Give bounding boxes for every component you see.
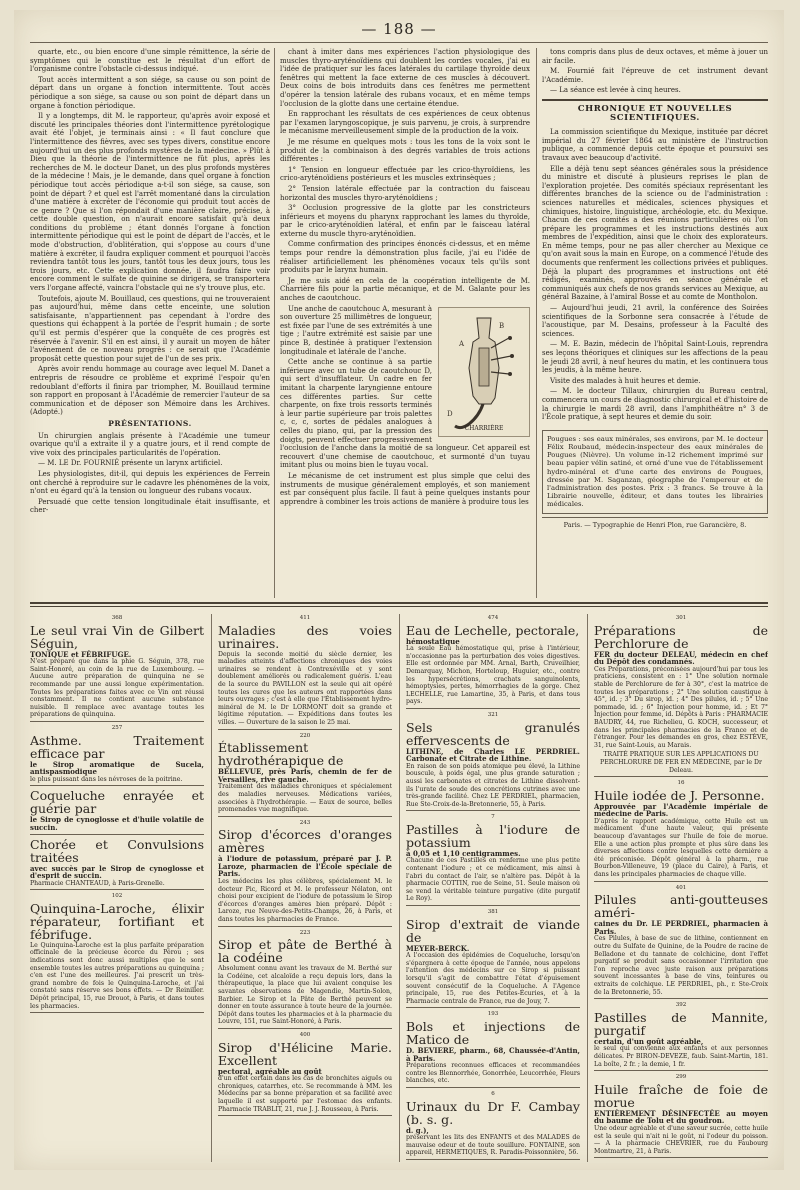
ad-body: Ces Préparations, préconisées aujourd'hui par tous les praticiens, consistent en : 1° Une solution normale stable de Perchlorure de fer à 30°, c'est la matrice de toutes les préparations ; 2° Une solution caustique à 45°, id. ; 3° Du sirop, id. ; 4° Des pilules, id. ; 5° Une pommade, id. ; 6° Injection pour homme, id. ; Et 7° Injection pour femme, id. Dépôts à Paris : PHARMACIE BAUDRY, 44, rue Richelieu, G. KOCH, successeur, et dans les principales pharmacies de la France et de l'étranger. Pour les demandes en gros, chez ESTÈVE, 31, rue Saint-Louis, au Marais. <box>594 665 768 749</box>
ad-number: 368 <box>111 615 123 621</box>
col2-body-top <box>280 48 530 303</box>
ad-separator <box>30 785 204 786</box>
ad-extra: TRAITÉ PRATIQUE SUR LES APPLICATIONS DU PERCHLORURE DE FER EN MÉDECINE, par le Dr Deleau. <box>600 751 762 774</box>
ad-subtitle: avec succès par le Sirop de cynoglosse et d'esprit de succin. <box>30 863 204 881</box>
paragraph: 1° Tension en longueur effectuée par les crico-thyroïdiens, les crico-aryténoïdiens postérieurs et les muscles extrinsèques ; <box>280 165 530 183</box>
ad-body: La seule Eau hémostatique qui, prise à l'intérieur, n'occasionne pas la perturbation des voies digestives. Elle est ordonnée par MM. Arnal, Barth, Cruveilhier, Demarquay, Michon, Horteloup, Huguier, etc., contre les hypersécrétions, crachats sanguinolents, hémoptysies, pertes, hémorrhagies de la gorge. Chez LECHELLE, rue Lamartine, 35, à Paris, et dans tous pays. <box>406 645 580 706</box>
advertisement <box>594 615 768 777</box>
ad-subtitle: BELLEVUE, près Paris, chemin de fer de Versailles, rive gauche. <box>218 767 392 784</box>
figure-caption: CHARRIÈRE <box>464 425 504 433</box>
ad-body: Pharmacie CHANTEAUD, à Paris-Grenelle. <box>30 879 165 887</box>
book-notice-box <box>542 430 768 514</box>
advertisement <box>406 814 580 906</box>
ad-body: Chacune de ces Pastilles en renferme une plus petite contenant l'iodure ; et ce médicament, mis ainsi à l'abri du contact de l'air, se n'altère pas. Dépôt à la pharmacie COTTIN, rue de Seine, 51. Seule maison où se vend la véritable teinture purgative (dite purgatif Le Roy). <box>406 857 580 903</box>
section-title-presentations: PRÉSENTATIONS. <box>108 418 192 428</box>
advertisement <box>30 725 204 786</box>
ad-number: 243 <box>299 819 311 826</box>
top-rule <box>30 42 768 43</box>
paragraph: Tout accès intermittent a son siége, sa cause ou son point de départ dans un organe à fonction intermittente. Tout accès périodique a son siége, sa cause ou son point de départ dans un organe à fonction périodique. <box>30 75 270 110</box>
ad-title: Chorée et Convulsions traitées <box>30 836 204 865</box>
ad-title: Maladies des voies urinaires. <box>218 622 392 651</box>
ad-number: 381 <box>487 909 499 916</box>
ad-number: 6 <box>491 1090 495 1097</box>
col1-body-2 <box>30 432 270 515</box>
paragraph: M. Fournié fait l'épreuve de cet instrument devant l'Académie. <box>542 67 768 84</box>
ad-body: le plus puissant dans les névroses de la poitrine. <box>30 775 183 783</box>
paragraph: En rapprochant les résultats de ces expériences de ceux obtenus par l'examen laryngoscopique, je suis parvenu, je crois, à surprendre le mécanisme merveilleusement simple de la production de la voix. <box>280 110 530 136</box>
ad-subtitle: pectoral, agréable au goût <box>218 1066 322 1076</box>
ad-separator <box>30 721 204 722</box>
advertisement <box>406 712 580 811</box>
ad-separator <box>218 816 392 817</box>
advertisement <box>406 1091 580 1160</box>
ad-subtitle: hémostatique <box>406 636 460 646</box>
ad-separator <box>30 1012 204 1013</box>
ad-separator <box>594 1070 768 1071</box>
ad-separator <box>594 998 768 999</box>
paragraph: Persuadé que cette tension longitudinale était insuffisante, et cher- <box>30 497 270 515</box>
ad-body: préservant les lits des ENFANTS et des MALADES de mauvaise odeur et de toute souillure. FONTAINE, son appareil, HERMETIQUES, R. Paradis-Poissonnière, 56. <box>406 1134 580 1157</box>
ad-separator <box>218 729 392 730</box>
paragraph: 2° Tension latérale effectuée par la contraction du faisceau horizontal des muscles thyro-aryténoïdiens ; <box>280 184 530 202</box>
ad-title: Quinquina-Laroche, élixir réparateur, fortifiant et fébrifuge. <box>30 900 204 942</box>
ads-divider <box>587 614 588 1162</box>
article-column-3 <box>542 48 768 603</box>
ad-subtitle: FER du docteur DELEAU, médecin en chef du Dépôt des condamnés. <box>594 649 768 667</box>
ad-number: 16 <box>677 780 685 787</box>
ad-body: le seul qui convienne aux enfants et aux personnes délicates. Pr BIRON-DEVEZE, faub. Saint-Martin, 181. La boîte, 2 fr. ; la demie, 1 fr. <box>594 1045 768 1068</box>
ad-title: Huile iodée de J. Personne. <box>594 787 765 803</box>
chronique-title: CHRONIQUE ET NOUVELLES SCIENTIFIQUES. <box>577 103 733 123</box>
ads-separator-thick <box>30 602 768 604</box>
imprint-rule <box>542 517 768 518</box>
ad-number: 193 <box>487 1011 499 1018</box>
ad-body: Depuis la seconde moitié du siècle dernier, les maladies atteints d'affections chroniques des voies urinaires se rendent à Contrexéville et y sont doublement améliorés ou radicalement guéris. L'eau de la source du PAVILLON est la seule qui ait opéré toutes les cures que les auteurs ont rapportées dans leurs ouvrages ; c'est à elle que l'Établissement hydro-minéral de M. le Dr LORMONT doit sa grande et légitime réputation. — Expéditions dans toutes les villes. — Ouverture de la saison le 25 mai. <box>218 650 392 726</box>
ad-subtitle: MEYER-BERCK. <box>406 943 470 953</box>
advertisement <box>30 893 204 1013</box>
ad-title: Sirop d'Hélicine Marie. Excellent <box>218 1039 392 1068</box>
ad-title: Établissement hydrothérapique de <box>218 740 344 769</box>
paragraph: — M. LE Dr. FOURNIÉ présente un larynx artificiel. <box>38 459 223 468</box>
ads-column-1 <box>30 614 204 1162</box>
ad-number: 220 <box>299 732 311 739</box>
paragraph: — M. E. Bazin, médecin de l'hôpital Saint-Louis, reprendra ses leçons théoriques et cliniques sur les affections de la peau le jeudi 28 avril, à neuf heures du matin, et les continuera tous les jeudis, à la même heure. <box>542 340 768 375</box>
section-rule <box>542 99 768 101</box>
paragraph: Le mécanisme de cet instrument est plus simple que celui des instruments de musique généralement employés, et son maniement est par conséquent plus facile. Il faut à peine quelques instants pour apprendre à combiner les trois actions de manière à produire tous les <box>280 471 530 506</box>
paragraph: chant à imiter dans mes expériences l'action physiologique des muscles thyro-aryténoïdiens qui doublent les cordes vocales, j'ai eu l'idée de pratiquer sur les faces latérales du cartilage thyroïde deux fenêtres qui mettent la face externe de ces muscles à découvert. Deux coins de bois introduits dans ces fenêtres me permettent d'opérer la tension latérale des rubans vocaux, et en même temps l'occlusion de la glotte dans une certaine étendue. <box>280 48 530 108</box>
ads-column-4 <box>594 614 768 1162</box>
advertisement <box>218 615 392 730</box>
ad-number: 321 <box>487 711 499 718</box>
advertisements-section <box>30 614 768 1162</box>
advertisement <box>218 930 392 1029</box>
column-divider <box>536 48 537 598</box>
advertisement <box>30 838 204 891</box>
ad-body: Ces Pilules, à base de suc de lithine, contiennent en outre du Sulfate de Quinine, de la Poudre de racine de Belladone et du tannate de colchicine, dont l'effet purgatif se produit sans occasionner l'irritation que l'on reproche avec juste raison aux préparations souvent incessantes à base de vins, teintures ou extraits de colchique. LE PERDRIEL, ph., r. Ste-Croix de la Bretonnerie, 55. <box>594 935 768 996</box>
ad-number: 401 <box>675 884 687 891</box>
advertisement <box>218 820 392 927</box>
ad-body: N'est préparé que dans la phie G. Séguin, 378, rue Saint-Honoré, au coin de la rue de Luxembourg. — Aucune autre préparation de quinquina ne se recommande par une aussi longue expérimentation. Toutes les préparations faites avec ce Vin ont réussi constamment. Il ne contient aucune substance nuisible. Il remplace avec avantage toutes les préparations de quinquina. <box>30 658 204 719</box>
ad-subtitle: à l'iodure de potassium, préparé par J. P. Laroze, pharmacien de l'École spéciale de Paris. <box>218 854 392 879</box>
advertisement <box>406 615 580 709</box>
advertisement <box>406 909 580 1008</box>
ad-body: D'après le rapport académique, cette Huile est un médicament d'une haute valeur, qui présente beaucoup d'avantages sur l'huile de foie de morue. Elle a une action plus prompte et plus sûre dans les diverses affections contre lesquelles cette dernière a été préconisée. Dépôt général à la pharm., rue Bourbon-Villeneuve, 19 (place du Caire), à Paris, et dans les principales pharmacies de chaque ville. <box>594 817 768 879</box>
ad-number: 474 <box>487 615 499 621</box>
col3-body-2 <box>542 128 768 422</box>
ad-title: Préparations de Perchlorure de <box>594 622 768 651</box>
artificial-larynx-illustration <box>439 308 529 436</box>
ad-title: Pastilles de Mannite, purgatif <box>594 1009 768 1038</box>
paragraph: tons compris dans plus de deux octaves, et même à jouer un air facile. <box>542 48 768 65</box>
ad-separator <box>406 905 580 906</box>
ad-separator <box>406 708 580 709</box>
paragraph: Il y a longtemps, dit M. le rapporteur, qu'après avoir exposé et discuté les principales théories dont l'intermittence pyrétologique avait été l'objet, je terminais ainsi : « Il faut conclure que l'intermittence des fièvres, avec ses types divers, constitue encore aujourd'hui un des plus profonds mystères de la médecine. » Plût à Dieu que la théorie de l'intermittence ne fût plus, après les recherches de M. le docteur Danet, un des plus profonds mystères de la médecine ! Mais, je le demande, dans quel organe à fonction périodique tout accès périodique a-t-il son siége, sa cause, son point de départ ? et quel est l'arrêt momentané dans la circulation d'une matière à excréter de l'économie qui produit tout accès de ce genre ? Que si l'on répondait d'une manière claire, précise, à cette double question, on n'aurait encore satisfait qu'à deux conditions du problème ; étant donnés l'organe à fonction intermittente périodique qui est le point de départ de l'accès, et le mode d'obstruction, d'oblitération, qui s'oppose au cours d'une matière à excréter, il faudra expliquer comment et pourquoi l'accès reviendra tantôt tous les jours, tantôt tous les deux jours, tous les trois jours, etc. Cette explication donnée, il faudra faire voir encore comment le sulfate de quinine se dirigera, se transportera vers l'organe affecté, vaincra l'obstacle qui ne s'y trouve plus, etc. <box>30 112 270 293</box>
ad-separator <box>594 881 768 882</box>
paragraph: Je me suis aidé en cela de la coopération intelligente de M. Charrière fils pour la partie mécanique, et de M. Galante pour les anches de caoutchouc. <box>280 276 530 303</box>
advertisement <box>594 1074 768 1158</box>
ad-number: 257 <box>111 724 123 731</box>
ad-number: 400 <box>299 1031 311 1038</box>
ads-divider <box>211 614 212 1162</box>
ad-subtitle: ENTIÈREMENT DÉSINFECTÉE au moyen du baume de Tolu et du goudron. <box>594 1108 768 1126</box>
advertisement <box>594 885 768 1000</box>
ad-title: Le seul vrai Vin de Gilbert Séguin, <box>30 622 204 651</box>
page-number: — 188 — <box>361 20 437 38</box>
ad-number: 102 <box>111 893 123 900</box>
advertisement <box>218 733 392 817</box>
advertisement <box>218 1032 392 1116</box>
ad-separator <box>594 776 768 777</box>
ad-body: Le Quinquina-Laroche est la plus parfaite préparation officinale de la précieuse écorce du Pérou ; ses indications sont donc aussi multiples que le sont ensemble toutes les autres préparations au quinquina ; c'en est l'une des meilleures. J'ai prescrit un très-grand nombre de fois le Quinquina-Laroche, et j'ai constaté sans réserve ses bons effets. — Dr Reiniller. Dépôt principal, 15, rue Drouot, à Paris, et dans toutes les pharmacies. <box>30 941 204 1010</box>
paragraph: Toutefois, ajoute M. Bouillaud, ces questions, qui ne trouveraient pas aujourd'hui, même dans cette enceinte, une solution satisfaisante, n'appartiennent pas cependant à l'ordre des questions qui échappent à la portée de l'esprit humain ; de sorte qu'il est permis d'espérer que la conquête de ces progrès est réservée à l'avenir. S'il en est ainsi, il y aurait un moyen de hâter l'avénement de ce nouveau progrès : ce serait que l'Académie proposât cette question pour sujet de l'un de ses prix. <box>30 294 270 363</box>
ad-body: En raison de son poids atomique peu élevé, la Lithine bouscule, à poids égal, une plus grande saturation ; aussi les carbonates et citrates de Lithine dissolvent-ils l'urate de soude des concrétions cutrines avec une très-grande facilité. Chez LE PERDRIEL, pharmacien, Rue Ste-Croix-de-la-Bretonnerie, 55, à Paris. <box>406 762 580 808</box>
ad-number: 223 <box>299 929 311 936</box>
ads-column-2 <box>218 614 392 1162</box>
paragraph: — La séance est levée à cinq heures. <box>550 86 681 95</box>
ad-title: Coqueluche enrayée et guérie par <box>30 788 204 817</box>
paragraph: Après avoir rendu hommage au courage avec lequel M. Danet a entrepris de résoudre ce problème et exprimé l'espoir qu'en redoublant d'efforts il finira par triompher, M. Bouillaud termine son rapport en proposant à l'Académie de remercier l'auteur de sa communication et de déposer son Mémoire dans les Archives. (Adopté.) <box>30 365 270 417</box>
svg-text:A: A <box>459 339 465 348</box>
ad-title: Bols et injections de Matico de <box>406 1018 580 1047</box>
paragraph: — Aujourd'hui jeudi, 21 avril, la conférence des Soirées scientifiques de la Sorbonne sera consacrée à l'étude de l'acoustique, par M. Desains, professeur à la Faculté des sciences. <box>542 304 768 338</box>
ad-subtitle: à 0,05 et 1,10 centigrammes. <box>406 848 521 858</box>
ad-body: Les médecins les plus célèbres, spécialement M. le docteur Pic, Ricord et M. le professeur Nélaton, ont choisi pour excipient de l'iodure de potassium le Sirop d'écorces d'oranges amères bien préparé. Dépôt : Laroze, rue Neuve-des-Petits-Champs, 26, à Paris, et dans toutes les pharmacies de France. <box>218 878 392 924</box>
paragraph: Visite des malades à huit heures et demie. <box>550 376 701 385</box>
ad-body: Une odeur agréable et d'une saveur sucrée, cette huile est la seule qui n'ait ni le goût, ni l'odeur du poisson. — A la pharmacie CHEVRIER, rue du Faubourg Montmartre, 21, à Paris. <box>594 1124 768 1155</box>
ad-separator <box>30 834 204 835</box>
imprint: Paris. — Typographie de Henri Plon, rue Garancière, 8. <box>563 520 747 529</box>
ad-subtitle: D. BEVIERE, pharm., 68, Chaussée-d'Antin, à Paris. <box>406 1045 580 1063</box>
paragraph: La commission scientifique du Mexique, instituée par décret impérial du 27 février 1864 au ministère de l'instruction publique, a commencé depuis cette époque et poursuivi ses travaux avec beaucoup d'activité. <box>542 128 768 162</box>
ad-separator <box>594 1157 768 1158</box>
ad-body: d'un effet certain dans les cas de bronchites aiguës ou chroniques, catarrhes, etc. Se recommande à MM. les Médecins par sa bonne préparation et sa facilité avec laquelle il est supporté par l'estomac des enfants. Pharmacie TRABLIT, 21, rue J. J. Rousseau, à Paris. <box>218 1075 392 1113</box>
ad-separator <box>406 1159 580 1160</box>
paragraph: quarte, etc., ou bien encore d'une simple rémittence, la série de symptômes qui le constitue est le résultat d'un effort de l'organisme contre l'obstacle ci-dessus indiqué. <box>30 48 270 74</box>
ad-title: Eau de Lechelle, pectorale, <box>406 622 580 638</box>
paragraph: Elle a déjà tenu sept séances générales sous la présidence du ministre et discuté à plusieurs reprises le plan de l'exploration projetée. Des comités spéciaux représentant les différentes branches de la science ou de l'administration : sciences naturelles et médicales, sciences physiques et chimiques, histoire, linguistique, archéologie, etc. du Mexique. Chacun de ces comités a des réunions particulières où l'on prépare les programmes et les instructions destinés aux membres de l'expédition, ainsi que le choix des explorateurs. En même temps, pour ne pas aller chercher au Mexique ce qu'on avait sous la main en Europe, on a commencé l'étude des documents que renferment les collections privées et publiques. Déjà la plupart des programmes et instructions ont été rédigés, examinés, approuvés en séance générale et communiqués aux chefs de nos grands services au Mexique, au général Bazaine, à l'amiral Bosse et au comte de Montholon. <box>542 164 768 302</box>
article-column-1 <box>30 48 270 603</box>
paragraph: — M. le docteur Tillaux, chirurgien du Bureau central, commencera un cours de diagnostic chirurgical et d'histoire de la chirurgie le mardi 28 avril, dans l'amphithéâtre n° 3 de l'École pratique, à sept heures et demie du soir. <box>542 387 768 422</box>
ad-title: Huile fraîche de foie de morue <box>594 1081 768 1110</box>
ad-separator <box>406 1087 580 1088</box>
ad-subtitle: certain, d'un goût agréable, <box>594 1036 704 1046</box>
ad-number: 7 <box>491 814 495 821</box>
svg-text:B: B <box>499 321 505 330</box>
book-notice-text: Pougues : ses eaux minérales, ses environs, par M. le docteur Félix Roubaud, médecin-inspecteur des eaux minérales de Pougues (Nièvre). Un volume in-12 richement imprimé sur beau papier vélin satiné, et orné d'une vue de l'établissement hydro-minéral et d'une carte des environs de Pougues, dressée par M. Saganzan, géographe de l'empereur et de l'administration des postes. Prix : 3 francs. Se trouve à la Librairie nouvelle, éditeur, et dans toutes les librairies médicales. <box>547 434 763 509</box>
ad-number: 411 <box>299 615 311 621</box>
ad-separator <box>218 926 392 927</box>
ad-separator <box>30 889 204 890</box>
paragraph: Un chirurgien anglais présente à l'Académie une tumeur ovarique qu'il a extraite il y a quatre jours, et il rend compte de vive voix des principales particularités de l'opération. <box>30 431 270 457</box>
ads-separator-thin <box>30 606 768 607</box>
ad-separator <box>406 810 580 811</box>
ads-divider <box>399 614 400 1162</box>
col3-body <box>542 48 768 95</box>
ad-number: 392 <box>675 1002 687 1009</box>
advertisement <box>594 1002 768 1071</box>
ad-body: Traitement des maladies chroniques et spécialement des maladies nerveuses. Médications variées, associées à l'hydrothérapie. — Eaux de source, belles promenades vue magnifique. <box>218 783 392 814</box>
ad-title: Asthme. Traitement efficace par <box>30 732 204 761</box>
ad-title: Pilules anti-goutteuses améri- <box>594 892 768 921</box>
ad-title: Sirop et pâte de Berthé à la codéine <box>218 937 392 966</box>
ad-subtitle: caines du Dr. LE PERDRIEL, pharmacien à Paris. <box>594 919 768 936</box>
paragraph: Cette anche se continue à sa partie inférieure avec un tube de caoutchouc D, qui sert d'insufflateur. Un cadre en fer imitant la charpente laryngienne entoure ces différentes parties. Sur cette charpente, on fixe trois ressorts terminés à leur partie supérieure par trois palettes c, c, c, sortes de pédales analogues à celles du piano, qui, par la pression des doigts, peuvent effectuer progressivement l'occlusion de l'anche dans la moitié de sa longueur. Cet appareil est recouvert d'une chemise de caoutchouc, et surmonté d'un tuyau imitant plus ou moins bien le tuyau vocal. <box>280 358 530 470</box>
ad-body: A l'occasion des épidémies de Coqueluche, lorsqu'on s'épargnera à cette époque de l'année, nous appelons l'attention des médecins sur ce Sirop si puissant lorsqu'il s'agit de combattre l'état d'épuisement souvent consécutif de la Coqueluche. A l'Agence principale, 15, rue des Petites-Écuries, et à la Pharmacie centrale de France, rue de Jouy, 7. <box>406 952 580 1005</box>
ad-title: Urinaux du Dr F. Cambay (b. s. g. <box>406 1098 580 1127</box>
newspaper-page <box>14 10 784 1170</box>
ad-title: Sirop d'extrait de viande de <box>406 916 580 945</box>
ads-column-3 <box>406 614 580 1162</box>
advertisement <box>30 615 204 722</box>
ad-separator <box>406 1007 580 1008</box>
ad-title: Pastilles à l'iodure de potassium <box>406 821 580 850</box>
ad-number: 301 <box>675 615 687 621</box>
paragraph: Une anche de caoutchouc A, mesurant à son ouverture 25 millimètres de longueur, est fixée par l'une de ses extrémités à une tige ; l'autre extrémité est saisie par une pince B, destinée à pratiquer l'extension longitudinale et latérale de l'anche. <box>280 304 432 356</box>
column-divider <box>274 48 275 598</box>
ad-title: Sirop d'écorces d'oranges amères <box>218 827 392 856</box>
paragraph: 3° Occlusion progressive de la glotte par les constricteurs inférieurs et moyens du pharynx rapprochant les lames du thyroïde, par le crico-aryténoïdien latéral, et enfin par le faisceau latéral externe du muscle thyro-aryténoïdien. <box>280 204 530 238</box>
advertisement <box>406 1011 580 1088</box>
svg-text:D: D <box>447 409 453 418</box>
advertisement <box>30 789 204 834</box>
ad-subtitle: LITHINE, de Charles LE PERDRIEL. Carbonate et Citrate de Lithine. <box>406 746 580 764</box>
ad-subtitle: TONIQUE et FÉBRIFUGE. <box>30 649 132 659</box>
article-column-2 <box>280 48 530 603</box>
paragraph: Les physiologistes, dit-il, qui depuis les expériences de Ferrein ont cherché à reproduire sur le cadavre les phénomènes de la voix, n'ont eu égard qu'à la tension ou longueur des rubans vocaux. <box>30 469 270 496</box>
larynx-figure <box>438 307 530 437</box>
col1-body <box>30 48 270 417</box>
ad-separator <box>218 1028 392 1029</box>
ad-title: Sels granulés effervescents de <box>406 719 580 748</box>
ad-subtitle: le Sirop aromatique de Sucela, antispasmodique <box>30 759 204 777</box>
ad-body: Absolument connu avant les travaux de M. Berthé sur la Codéine, cet alcaloïde a reçu depuis lors, dans la thérapeutique, la place que lui avaient conquise les savantes observations de Magendie, Martin-Solon, Barbier. Le Sirop et la Pâte de Berthé peuvent se donner en toute assurance à toute heure de la journée. Dépôt dans toutes les pharmacies et à la pharmacie du Louvre, 151, rue Saint-Honoré, à Paris. <box>218 965 392 1026</box>
ad-subtitle: le Sirop de cynoglosse et d'huile volatile de succin. <box>30 815 204 832</box>
paragraph: Je me résume en quelques mots : tous les tons de la voix sont le produit de la combinaison à des degrés variables de trois actions différentes : <box>280 137 530 164</box>
ad-subtitle: Approuvée par l'Académie impériale de médecine de Paris. <box>594 801 768 819</box>
ad-subtitle: d. g.), <box>406 1125 429 1135</box>
advertisement <box>594 780 768 882</box>
ad-body: Préparations reconnues efficaces et recommandées contre les Blennorrhée, Gonorrhée, Leucorrhée, Fleurs blanches, etc. <box>406 1062 580 1085</box>
paragraph: Comme confirmation des principes énoncés ci-dessus, et en même temps pour rendre la démonstration plus facile, j'ai eu l'idée de réaliser artificiellement les phénomènes vocaux tels qu'ils sont produits par le larynx humain. <box>280 240 530 275</box>
ad-separator <box>218 1115 392 1116</box>
ad-number: 299 <box>675 1074 687 1081</box>
